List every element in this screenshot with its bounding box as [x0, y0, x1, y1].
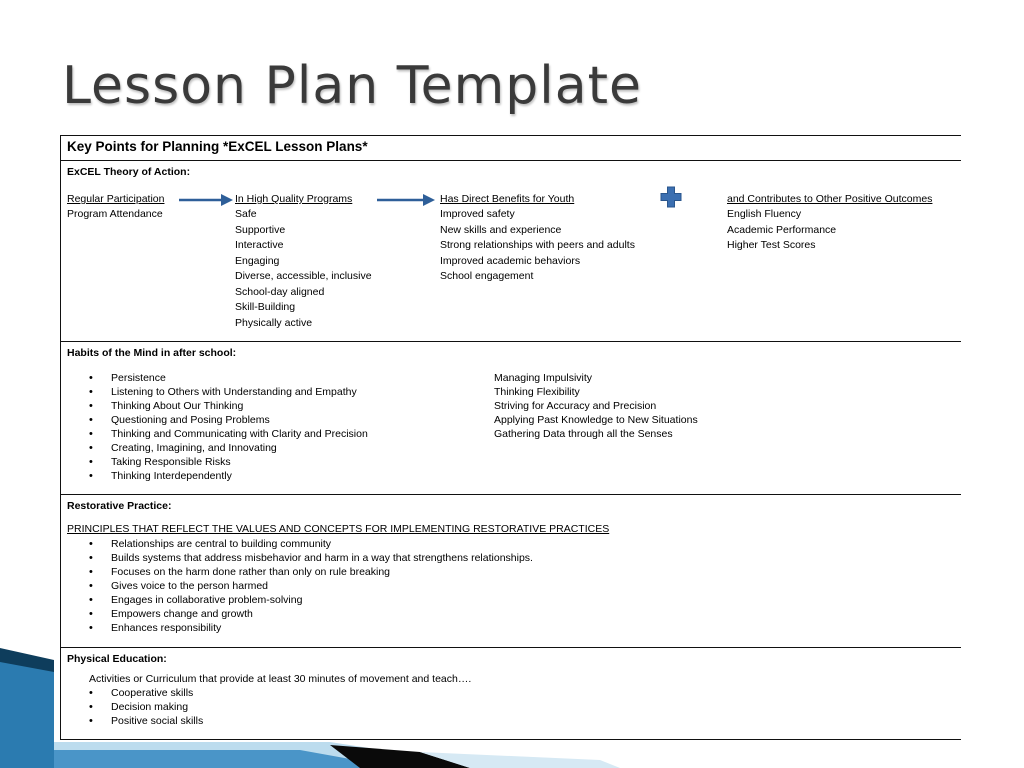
principles-list [67, 537, 533, 635]
list-item: English Fluency [727, 208, 802, 220]
list-item: • Listening to Others with Understanding and Empathy [67, 385, 368, 399]
list-item: • Thinking and Communicating with Clarity and Precision [67, 427, 368, 441]
pe-intro-text: Activities or Curriculum that provide at least 30 minutes of movement and teach…. [89, 673, 472, 685]
list-item: • Engages in collaborative problem-solving [67, 593, 533, 607]
list-item: Program Attendance [67, 208, 163, 220]
lesson-plan-document [60, 135, 961, 740]
restorative-section-title: Restorative Practice: [67, 500, 172, 512]
list-item: • Creating, Imagining, and Innovating [67, 441, 368, 455]
list-item: New skills and experience [440, 223, 562, 236]
column-heading: Regular Participation [67, 193, 165, 205]
theory-of-action-section [61, 161, 961, 342]
document-heading: Key Points for Planning *ExCEL Lesson Plans* [67, 139, 368, 154]
list-item: Higher Test Scores [727, 239, 816, 251]
bottom-stripe-fade [420, 752, 620, 768]
list-item: • Enhances responsibility [67, 621, 533, 635]
bottom-stripe-light [54, 742, 500, 768]
column-list [67, 207, 164, 223]
list-item: Managing Impulsivity [494, 372, 593, 384]
list-item: • Gives voice to the person harmed [67, 579, 533, 593]
list-item: Diverse, accessible, inclusive [235, 270, 372, 282]
list-item: • Thinking Interdependently [67, 469, 368, 483]
column-list [727, 207, 932, 254]
list-item: Thinking Flexibility [494, 386, 580, 398]
list-item: • Taking Responsible Risks [67, 455, 368, 469]
list-item: • Cooperative skills [67, 686, 203, 700]
theory-section-title: ExCEL Theory of Action: [67, 166, 191, 178]
list-item: • Thinking About Our Thinking [67, 399, 368, 413]
physical-education-section [61, 648, 961, 741]
list-item: • Relationships are central to building community [67, 537, 533, 551]
corner-stripe-dark [0, 648, 54, 768]
list-item: School engagement [440, 270, 534, 282]
list-item: Physically active [235, 316, 313, 329]
list-item: Strong relationships with peers and adults [440, 239, 635, 251]
list-item: Applying Past Knowledge to New Situations [494, 414, 698, 426]
pe-skills-list [67, 686, 203, 728]
list-item: • Empowers change and growth [67, 607, 533, 621]
bottom-stripe-black [330, 745, 470, 768]
pe-section-title: Physical Education: [67, 653, 167, 665]
habits-list-left [67, 371, 368, 483]
habits-list-right [494, 371, 698, 441]
slide-title: Lesson Plan Template [62, 56, 642, 116]
list-item: • Positive social skills [67, 714, 203, 728]
column-list [440, 207, 635, 285]
list-item: Gathering Data through all the Senses [494, 428, 673, 440]
list-item: Engaging [235, 254, 280, 267]
bottom-stripe-blue [54, 750, 400, 768]
list-item: • Builds systems that address misbehavior and harm in a way that strengthens relationships. [67, 551, 533, 565]
habits-section-title: Habits of the Mind in after school: [67, 347, 237, 359]
list-item: Striving for Accuracy and Precision [494, 400, 657, 412]
column-heading: and Contributes to Other Positive Outcomes [727, 193, 933, 205]
list-item: Skill-Building [235, 301, 296, 313]
theory-column-programs [235, 192, 372, 331]
list-item: Interactive [235, 239, 284, 251]
list-item: • Questioning and Posing Problems [67, 413, 368, 427]
list-item: Supportive [235, 223, 286, 236]
theory-column-benefits [440, 192, 635, 285]
arrow-right-icon [179, 193, 233, 207]
list-item: • Persistence [67, 371, 368, 385]
list-item: Safe [235, 208, 257, 220]
column-list [235, 207, 372, 331]
arrow-right-icon [377, 193, 435, 207]
document-header-row [61, 136, 961, 161]
corner-stripe-mid [0, 662, 54, 768]
list-item: Academic Performance [727, 223, 837, 236]
restorative-practice-section [61, 495, 961, 648]
habits-of-mind-section [61, 342, 961, 495]
list-item: • Decision making [67, 700, 203, 714]
theory-column-outcomes [727, 192, 932, 254]
principles-heading: PRINCIPLES THAT REFLECT THE VALUES AND CONCEPTS FOR IMPLEMENTING RESTORATIVE PRACTICES [67, 523, 610, 535]
list-item: School-day aligned [235, 285, 325, 298]
theory-column-participation [67, 192, 164, 223]
column-heading: Has Direct Benefits for Youth [440, 193, 575, 205]
list-item: • Focuses on the harm done rather than only on rule breaking [67, 565, 533, 579]
column-heading: In High Quality Programs [235, 193, 353, 205]
plus-icon [660, 186, 682, 208]
list-item: Improved safety [440, 208, 515, 220]
list-item: Improved academic behaviors [440, 254, 581, 267]
